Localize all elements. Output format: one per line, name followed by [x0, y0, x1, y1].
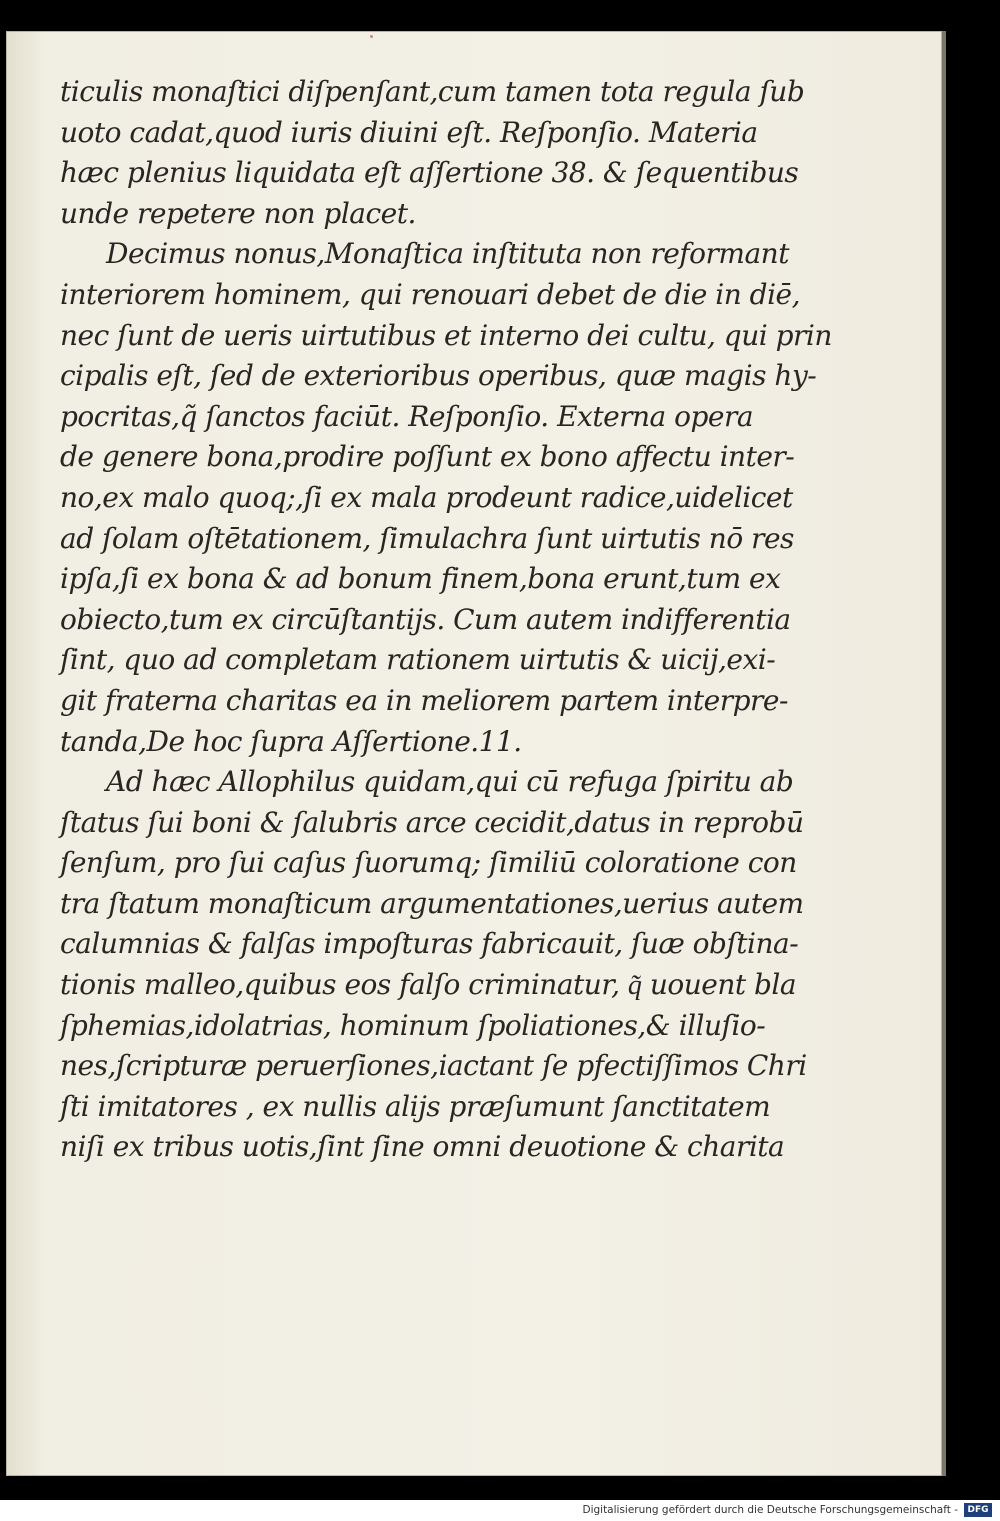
text-line: ad ſolam oſtētationem, ſimulachra ſunt uirtutis nō res: [60, 521, 794, 555]
page-text: [60, 72, 832, 1168]
text-line: tra ſtatum monaſticum argumentationes,uerius autem: [60, 886, 804, 920]
text-line: git fraterna charitas ea in meliorem partem interpre-: [60, 683, 788, 717]
text-line: ſtatus ſui boni & ſalubris arce cecidit,datus in reprobū: [60, 805, 804, 839]
paper-speck: [370, 35, 373, 38]
text-line: unde repetere non placet.: [60, 196, 416, 230]
page-edge: [942, 31, 946, 1476]
text-line: niſi ex tribus uotis,ſint ſine omni deuotione & charita: [60, 1130, 785, 1164]
text-line: ſphemias,idolatrias, hominum ſpoliationes,& illuſio-: [60, 1008, 766, 1042]
text-line: cipalis eſt, ſed de exterioribus operibus, quæ magis hy-: [60, 359, 817, 393]
footer-bar: [0, 1500, 1000, 1521]
text-line: nes,ſcripturæ peruerſiones,iactant ſe pfectiſſimos Chri: [60, 1049, 807, 1083]
book-page: [6, 31, 942, 1476]
text-line: tanda,De hoc ſupra Aſſertione.11.: [60, 724, 522, 758]
text-line: nec ſunt de ueris uirtutibus et interno dei cultu, qui prin: [60, 318, 832, 352]
paragraph-start-line: Decimus nonus,Monaſtica inſtituta non reformant: [106, 237, 789, 271]
funding-credit: Digitalisierung gefördert durch die Deutsche Forschungsgemeinschaft -: [582, 1504, 958, 1516]
text-line: ſti imitatores , ex nullis alijs præſumunt ſanctitatem: [60, 1089, 771, 1123]
text-line: tionis malleo,quibus eos falſo criminatur, q͂ uouent bla: [60, 968, 797, 1002]
text-line: uoto cadat,quod iuris diuini eſt. Reſponſio. Materia: [60, 115, 758, 149]
text-line: no,ex malo quoq;,ſi ex mala prodeunt radice,uidelicet: [60, 480, 793, 514]
text-line: ticulis monaſtici diſpenſant,cum tamen tota regula ſub: [60, 75, 805, 108]
text-line: pocritas,q̃ ſanctos faciūt. Reſponſio. Externa opera: [60, 399, 754, 433]
text-line: ſint, quo ad completam rationem uirtutis & uicij,exi-: [60, 643, 776, 677]
text-line: hæc plenius liquidata eſt aſſertione 38. & ſequentibus: [60, 156, 799, 190]
text-line: obiecto,tum ex circūſtantijs. Cum autem indifferentia: [60, 602, 791, 636]
paragraph-start-line: Ad hæc Allophilus quidam,qui cū refuga ſpiritu ab: [106, 765, 794, 799]
text-line: ipſa,ſi ex bona & ad bonum finem,bona erunt,tum ex: [60, 562, 781, 596]
dfg-logo-icon: DFG: [964, 1503, 992, 1517]
text-line: calumnias & falſas impoſturas fabricauit, ſuæ obſtina-: [60, 927, 799, 961]
text-line: interiorem hominem, qui renouari debet de die in diē,: [60, 277, 801, 311]
text-line: de genere bona,prodire poſſunt ex bono affectu inter-: [60, 440, 795, 474]
text-line: ſenſum, pro ſui caſus ſuorumq; ſimiliū coloratione con: [60, 846, 797, 880]
